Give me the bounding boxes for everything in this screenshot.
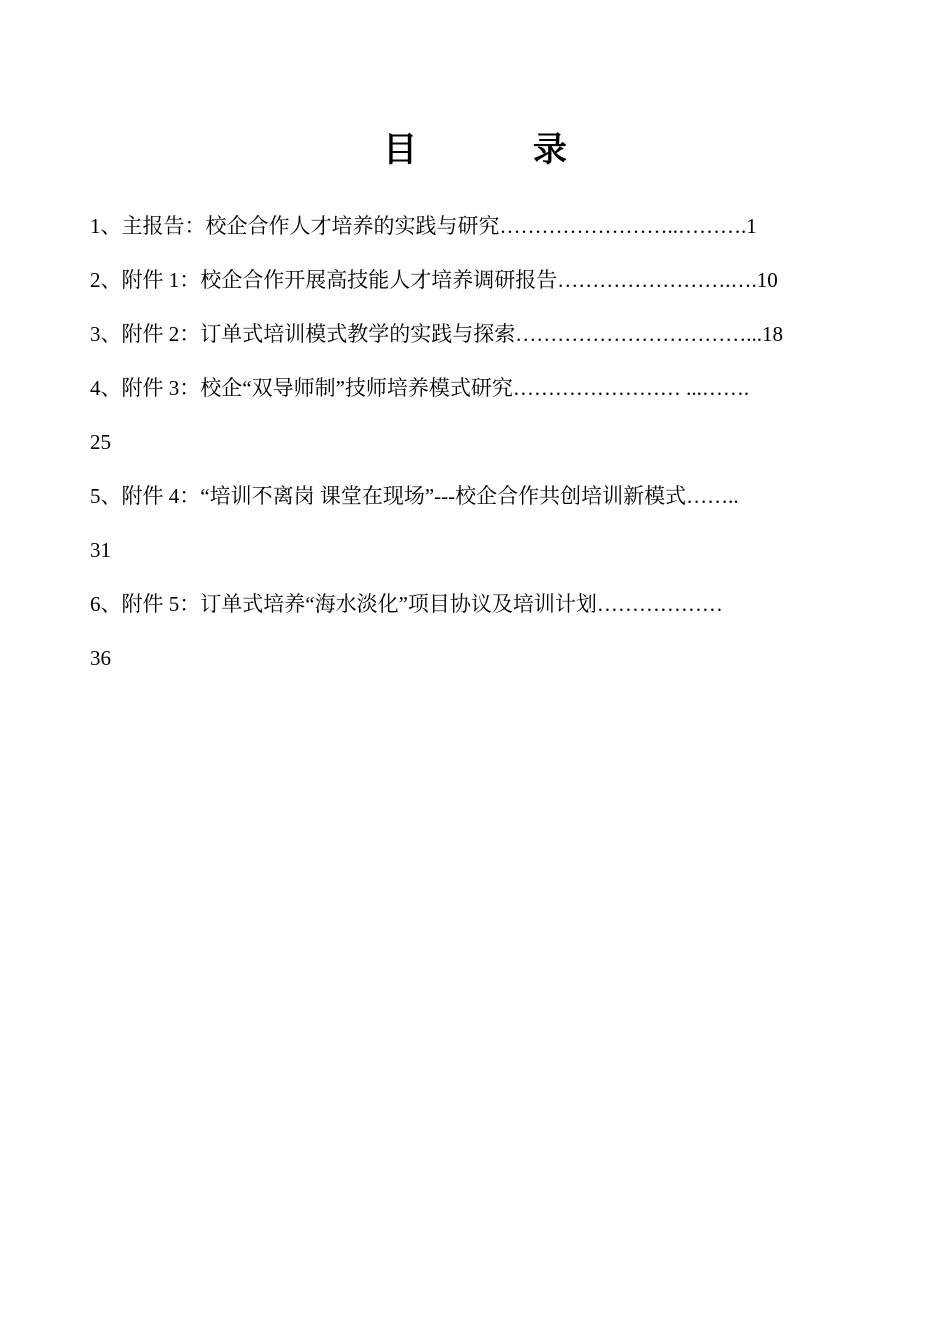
toc-entry-page-number: 18 [762, 322, 783, 346]
toc-entry-text: 4、附件 3：校企“双导师制”技师培养模式研究…………………… ...……. [90, 376, 750, 400]
toc-entry-page-number: 31 [90, 538, 111, 562]
toc-entry-3[interactable] [90, 316, 870, 352]
toc-entry-page-number: 36 [90, 646, 111, 670]
toc-entry-text: 6、附件 5：订单式培养“海水淡化”项目协议及培训计划……………… [90, 592, 723, 616]
toc-entry-text: 3、附件 2：订单式培训模式教学的实践与探索……………………………... [90, 322, 762, 346]
toc-entry-2[interactable] [90, 262, 870, 298]
toc-title: 目 录 [383, 130, 619, 170]
toc-entry-5[interactable] [90, 478, 870, 568]
toc-entry-line [90, 208, 870, 244]
toc-entry-page-number: 1 [746, 214, 757, 238]
toc-entry-line [90, 316, 870, 352]
toc-entry-text: 1、主报告：校企合作人才培养的实践与研究……………………..………. [90, 214, 747, 238]
table-of-contents [90, 208, 870, 694]
toc-entry-text: 2、附件 1：校企合作开展高技能人才培养调研报告…………………….…. [90, 268, 757, 292]
toc-entry-4[interactable] [90, 370, 870, 460]
toc-entry-6[interactable] [90, 586, 870, 676]
toc-entry-1[interactable] [90, 208, 870, 244]
toc-entry-text: 5、附件 4：“培训不离岗 课堂在现场”---校企合作共创培训新模式…….. [90, 484, 739, 508]
toc-entry-page-number: 10 [756, 268, 778, 292]
toc-entry-page-number: 25 [90, 430, 111, 454]
toc-entry-line [90, 262, 870, 298]
